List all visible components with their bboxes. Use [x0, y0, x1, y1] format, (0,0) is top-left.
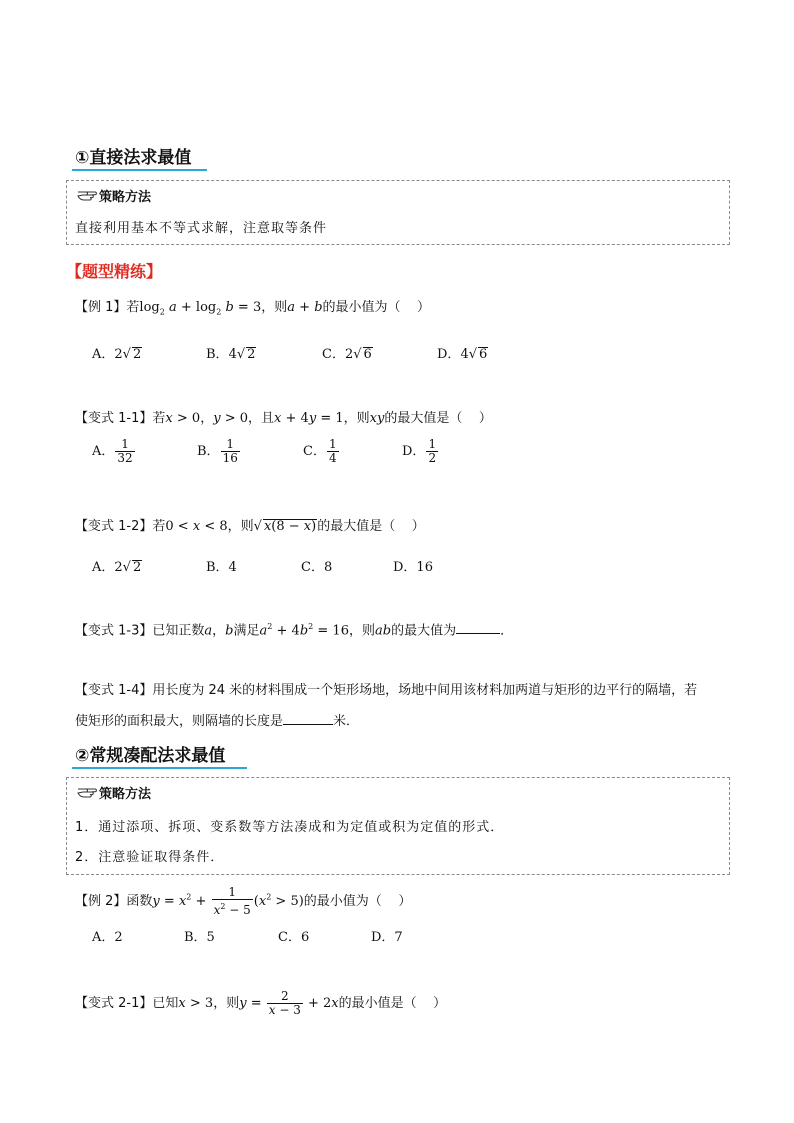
example-2-question: 【例 2】函数$y = x^2$ + $\frac{1}{x^2 - 5}$ $(x^2 > 5)$的最小值为（ ） — [75, 885, 412, 917]
v11-option-d: D． $\frac{1}{2}$ — [402, 437, 437, 465]
strategy-label: 策略方法 — [99, 787, 152, 802]
question-prefix: 【变式 1-3】 — [75, 623, 153, 639]
ex1-option-c: C．2√ 6 — [322, 347, 372, 362]
variant-2-1-question: 【变式 2-1】已知x > 3，则y = $\frac{2}{x - 3}$ + 2x的最小值是（ ） — [75, 989, 447, 1017]
question-prefix: 【例 2】 — [75, 894, 127, 909]
v12-option-a: A．2√ 2 — [92, 560, 142, 575]
question-prefix: 【变式 1-2】 — [75, 519, 153, 534]
v12-option-d: D．16 — [393, 560, 433, 575]
section-1-underline — [72, 169, 207, 171]
variant-1-1-question: 【变式 1-1】若x > 0，y > 0，且x + 4y = 1，则xy的最大值是（ ） — [75, 411, 492, 426]
ex1-option-a: A．2√ 2 — [92, 347, 142, 362]
variant-1-4-line-1: 【变式 1-4】用长度为 24 米的材料围成一个矩形场地，场地中间用该材料加两道与矩形的边平行的隔墙，若 — [75, 683, 698, 698]
v11-option-c: C． $\frac{1}{4}$ — [303, 437, 337, 465]
strategy-box-2 — [66, 777, 730, 875]
v11-option-a: A． $\frac{1}{32}$ — [92, 437, 133, 465]
answer-blank[interactable] — [456, 621, 500, 634]
strategy-item-2: 2．注意验证取得条件． — [75, 850, 225, 865]
question-prefix: 【变式 1-4】 — [75, 683, 153, 698]
question-prefix: 【例 1】 — [75, 300, 127, 315]
v11-option-b: B． $\frac{1}{16}$ — [197, 437, 238, 465]
ex2-option-a: A．2 — [92, 930, 123, 945]
answer-blank[interactable] — [283, 712, 333, 725]
practice-label: 【题型精练】 — [66, 262, 163, 281]
v12-option-b: B．4 — [206, 560, 237, 575]
strategy-label: 策略方法 — [99, 190, 152, 205]
pointing-hand-icon — [77, 783, 97, 802]
ex2-option-c: C．6 — [278, 930, 310, 945]
variant-1-4-line-2: 使矩形的面积最大，则隔墙的长度是 米． — [75, 714, 360, 729]
question-prefix: 【变式 2-1】 — [75, 996, 153, 1011]
ex1-option-b: B．4√ 2 — [206, 347, 256, 362]
section-1-title: ①直接法求最值 — [75, 148, 192, 168]
ex1-option-d: D．4√ 6 — [437, 347, 488, 362]
strategy-box-1 — [66, 180, 730, 245]
section-2-title: ②常规凑配法求最值 — [75, 746, 226, 766]
variant-1-2-question: 【变式 1-2】若0 < x < 8，则√ x(8 − x)的最大值是（ ） — [75, 519, 425, 534]
ex2-option-d: D．7 — [371, 930, 403, 945]
example-1-question: 【例 1】若$\log_2 a + \log_2 b = 3$，则a + b的最小值为（ ） — [75, 300, 431, 317]
pointing-hand-icon — [77, 186, 97, 205]
variant-1-3-question: 【变式 1-3】已知正数a，b满足$a^2 + 4b^2 = 16$，则ab的最大值为 ． — [75, 622, 514, 639]
v12-option-c: C．8 — [301, 560, 333, 575]
ex2-option-b: B．5 — [184, 930, 215, 945]
strategy-text: 直接利用基本不等式求解，注意取等条件 — [75, 221, 328, 236]
question-prefix: 【变式 1-1】 — [75, 411, 153, 426]
section-2-underline — [72, 767, 247, 769]
strategy-item-1: 1．通过添项、拆项、变系数等方法凑成和为定值或积为定值的形式． — [75, 820, 505, 835]
